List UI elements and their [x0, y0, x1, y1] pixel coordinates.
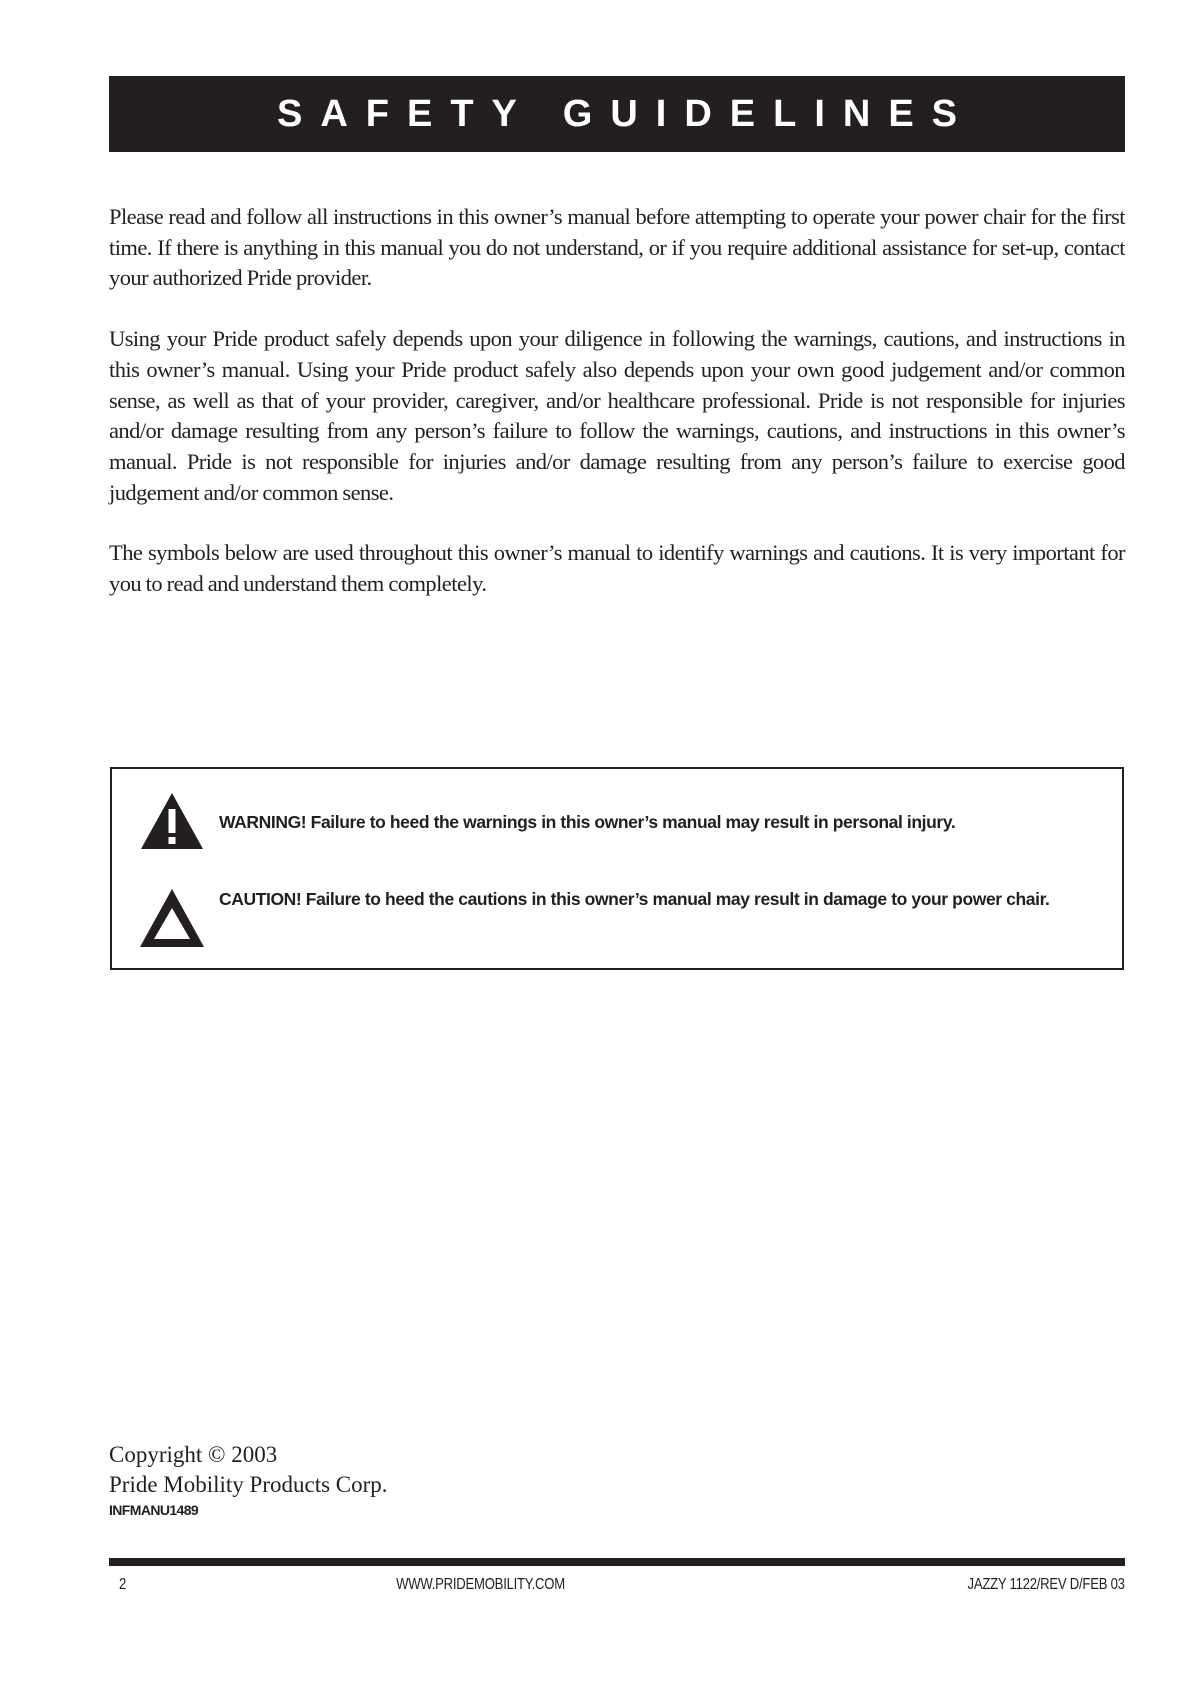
page-title: SAFETY GUIDELINES [276, 92, 976, 135]
footer-revision: JAZZY 1122/REV D/FEB 03 [967, 1576, 1125, 1593]
intro-paragraph-2: Using your Pride product safely depends upon your diligence in following the warnings, cautions, and instructions in this owner’s manual. Using your Pride product safely also depends upon your own good judgement and/or common sense, as well as that of your provider, caregiver, and/or healthcare professional. Pride is not responsible for injuries and/or damage resulting from any person’s failure to follow the warnings, cautions, and instructions in this owner’s manual. Pride is not responsible for injuries and/or damage resulting from any person’s failure to exercise good judgement and/or common sense. [109, 326, 1125, 505]
footer-page-number: 2 [119, 1576, 127, 1593]
warning-text: WARNING! Failure to heed the warnings in this owner’s manual may result in personal injury. [219, 812, 956, 832]
intro-paragraph-1: Please read and follow all instructions in this owner’s manual before attempting to operate your power chair for the first time. If there is anything in this manual you do not understand, or if you require additional assistance for set-up, contact your authorized Pride provider. [109, 204, 1125, 291]
notice-box [110, 767, 1124, 970]
document-code: INFMANU1489 [109, 1502, 199, 1518]
footer-rule [109, 1558, 1125, 1566]
company-name: Pride Mobility Products Corp. [109, 1472, 388, 1497]
warning-exclamation-triangle-icon [139, 791, 205, 851]
caution-hollow-triangle-icon [138, 887, 206, 949]
footer-website: WWW.PRIDEMOBILITY.COM [396, 1576, 565, 1593]
caution-text: CAUTION! Failure to heed the cautions in this owner’s manual may result in damage to your power chair. [219, 889, 1050, 909]
section-header-bar [109, 76, 1125, 152]
intro-text [109, 202, 1125, 630]
copyright-line: Copyright © 2003 [109, 1442, 278, 1467]
copyright-block [109, 1440, 388, 1500]
intro-paragraph-3: The symbols below are used throughout this owner’s manual to identify warnings and cautions. It is very important for you to read and understand them completely. [109, 540, 1125, 597]
